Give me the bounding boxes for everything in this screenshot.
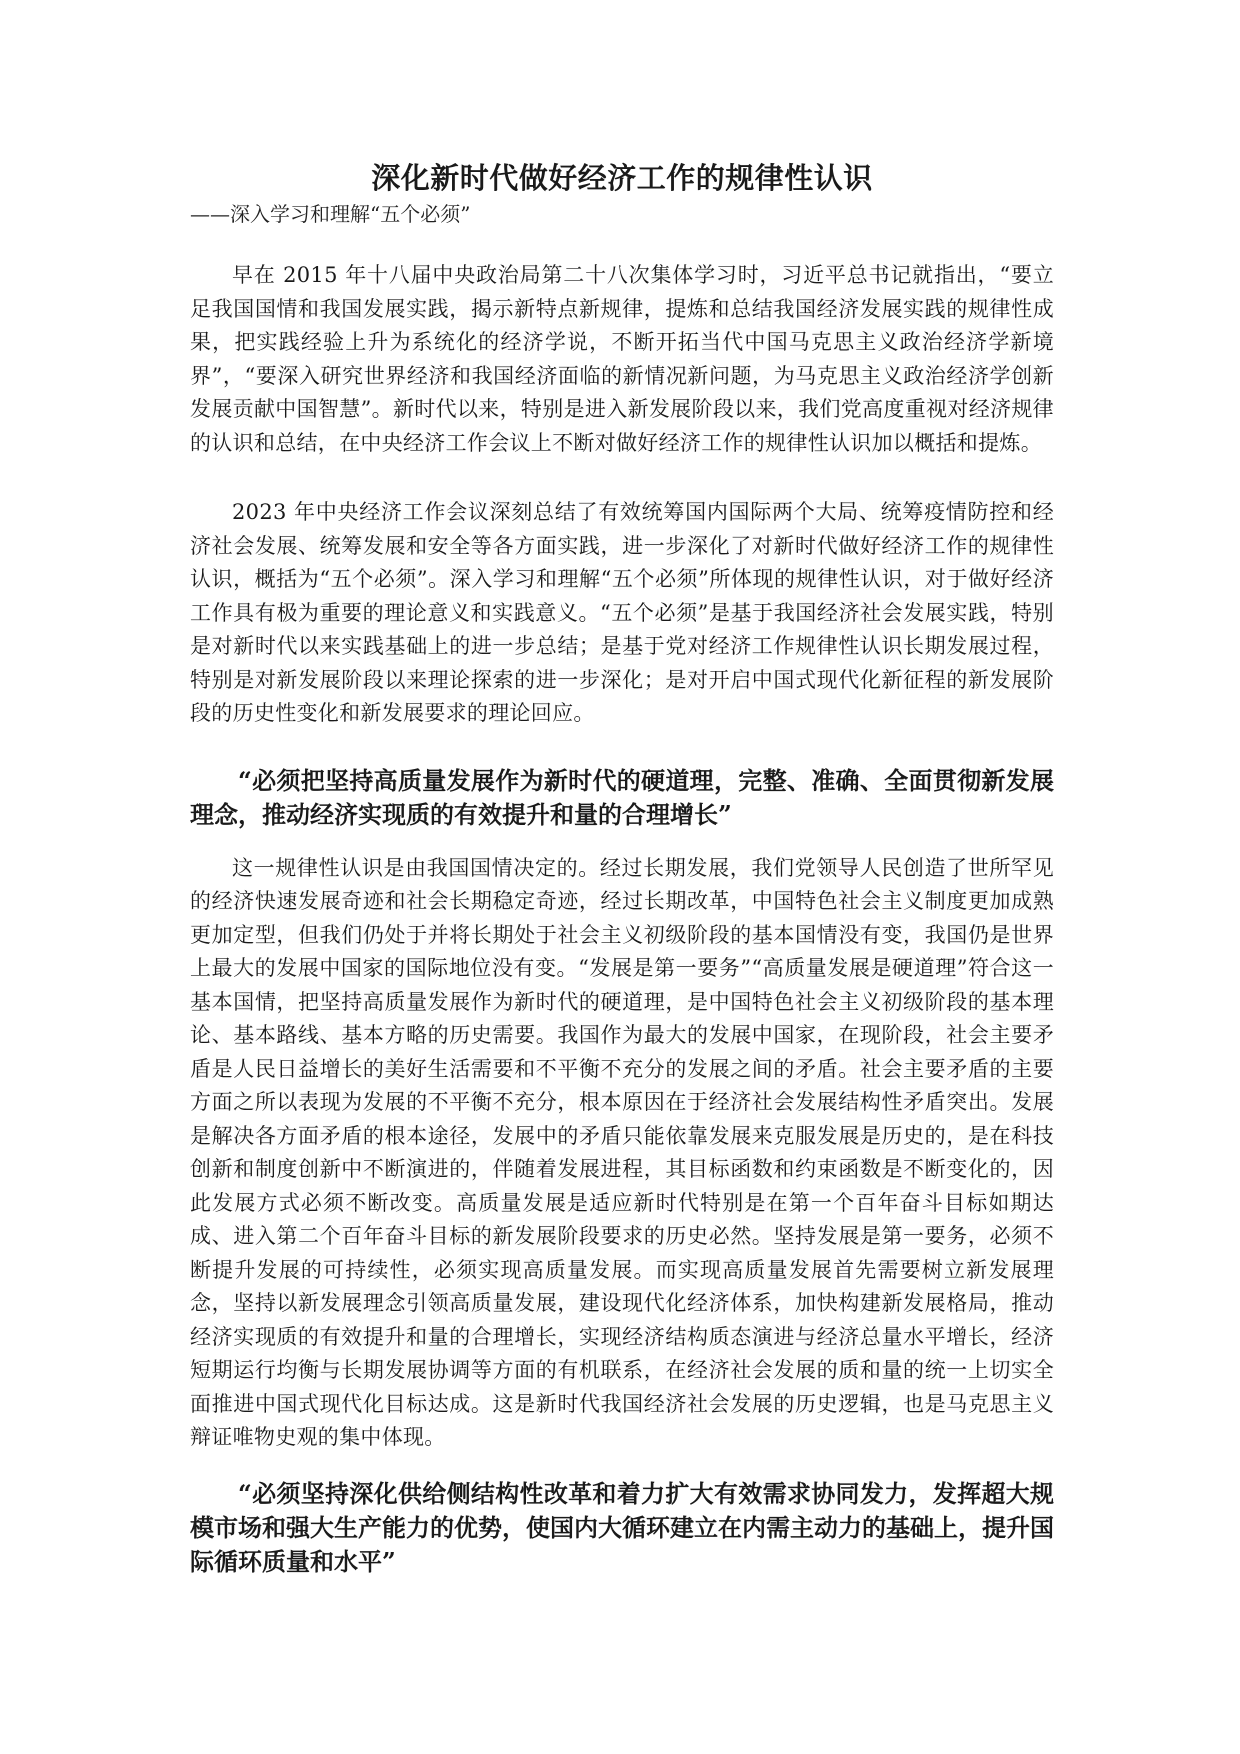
document-title: 深化新时代做好经济工作的规律性认识: [371, 161, 873, 195]
section-heading: “必须坚持深化供给侧结构性改革和着力扩大有效需求协同发力，发挥超大规模市场和强大生产能力的优势，使国内大循环建立在内需主动力的基础上，提升国际循环质量和水平”: [190, 1478, 1054, 1576]
document-subtitle: ——深入学习和理解“五个必须”: [190, 202, 471, 226]
body-paragraph: 2023 年中央经济工作会议深刻总结了有效统筹国内国际两个大局、统筹疫情防控和经济社会发展、统筹发展和安全等各方面实践，进一步深化了对新时代做好经济工作的规律性认识，概括为“五个必须”。深入学习和理解“五个必须”所体现的规律性认识，对于做好经济工作具有极为重要的理论意义和实践意义。“五个必须”是基于我国经济社会发展实践，特别是对新时代以来实践基础上的进一步总结；是基于党对经济工作规律性认识长期发展过程，特别是对新发展阶段以来理论探索的进一步深化；是对开启中国式现代化新征程的新发展阶段的历史性变化和新发展要求的理论回应。: [190, 500, 1054, 725]
body-paragraph: 这一规律性认识是由我国国情决定的。经过长期发展，我们党领导人民创造了世所罕见的经济快速发展奇迹和社会长期稳定奇迹，经过长期改革，中国特色社会主义制度更加成熟更加定型，但我们仍处于并将长期处于社会主义初级阶段的基本国情没有变，我国仍是世界上最大的发展中国家的国际地位没有变。“发展是第一要务”“高质量发展是硬道理”符合这一基本国情，把坚持高质量发展作为新时代的硬道理，是中国特色社会主义初级阶段的基本理论、基本路线、基本方略的历史需要。我国作为最大的发展中国家，在现阶段，社会主要矛盾是人民日益增长的美好生活需要和不平衡不充分的发展之间的矛盾。社会主要矛盾的主要方面之所以表现为发展的不平衡不充分，根本原因在于经济社会发展结构性矛盾突出。发展是解决各方面矛盾的根本途径，发展中的矛盾只能依靠发展来克服发展是历史的，是在科技创新和制度创新中不断演进的，伴随着发展进程，其目标函数和约束函数是不断变化的，因此发展方式必须不断改变。高质量发展是适应新时代特别是在第一个百年奋斗目标如期达成、进入第二个百年奋斗目标的新发展阶段要求的历史必然。坚持发展是第一要务，必须不断提升发展的可持续性，必须实现高质量发展。而实现高质量发展首先需要树立新发展理念，坚持以新发展理念引领高质量发展，建设现代化经济体系，加快构建新发展格局，推动经济实现质的有效提升和量的合理增长，实现经济结构质态演进与经济总量水平增长，经济短期运行均衡与长期发展协调等方面的有机联系，在经济社会发展的质和量的统一上切实全面推进中国式现代化目标达成。这是新时代我国经济社会发展的历史逻辑，也是马克思主义辩证唯物史观的集中体现。: [190, 855, 1054, 1449]
body-paragraph: 早在 2015 年十八届中央政治局第二十八次集体学习时，习近平总书记就指出，“要立足我国国情和我国发展实践，揭示新特点新规律，提炼和总结我国经济发展实践的规律性成果，把实践经验上升为系统化的经济学说，不断开拓当代中国马克思主义政治经济学新境界”，“要深入研究世界经济和我国经济面临的新情况新问题，为马克思主义政治经济学创新发展贡献中国智慧”。新时代以来，特别是进入新发展阶段以来，我们党高度重视对经济规律的认识和总结，在中央经济工作会议上不断对做好经济工作的规律性认识加以概括和提炼。: [190, 263, 1054, 455]
document-page: [190, 158, 1054, 1579]
section-heading: “必须把坚持高质量发展作为新时代的硬道理，完整、准确、全面贯彻新发展理念，推动经济实现质的有效提升和量的合理增长”: [190, 765, 1054, 829]
